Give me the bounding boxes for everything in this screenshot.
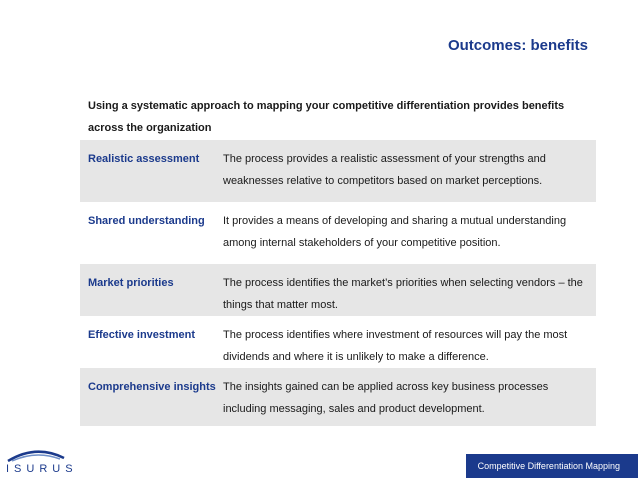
table-row — [80, 202, 596, 264]
row-label: Market priorities — [88, 277, 174, 289]
row-description: The process identifies the market’s priorities when selecting vendors – the things that matter most. — [223, 277, 583, 311]
intro-text: Using a systematic approach to mapping your competitive differentiation provides benefits across the organization — [88, 100, 565, 134]
row-label: Effective investment — [88, 329, 195, 341]
row-description: It provides a means of developing and sharing a mutual understanding among internal stakeholders of your competitive position. — [223, 215, 567, 249]
row-label: Realistic assessment — [88, 153, 200, 165]
row-description: The insights gained can be applied across key business processes including messaging, sales and product development. — [223, 381, 549, 415]
table-row — [80, 264, 596, 316]
page-title: Outcomes: benefits — [447, 37, 588, 54]
table-row — [80, 316, 596, 368]
row-label: Shared understanding — [88, 215, 205, 227]
company-logo-text: ISURUS — [6, 463, 78, 475]
footer-banner: Competitive Differentiation Mapping — [466, 454, 638, 478]
row-label: Comprehensive insights — [88, 381, 216, 393]
benefits-table — [80, 140, 596, 426]
row-description: The process identifies where investment of resources will pay the most dividends and where it is unlikely to make a difference. — [223, 329, 568, 363]
table-row — [80, 140, 596, 202]
table-row — [80, 368, 596, 426]
row-description: The process provides a realistic assessment of your strengths and weaknesses relative to competitors based on market perceptions. — [223, 153, 546, 187]
